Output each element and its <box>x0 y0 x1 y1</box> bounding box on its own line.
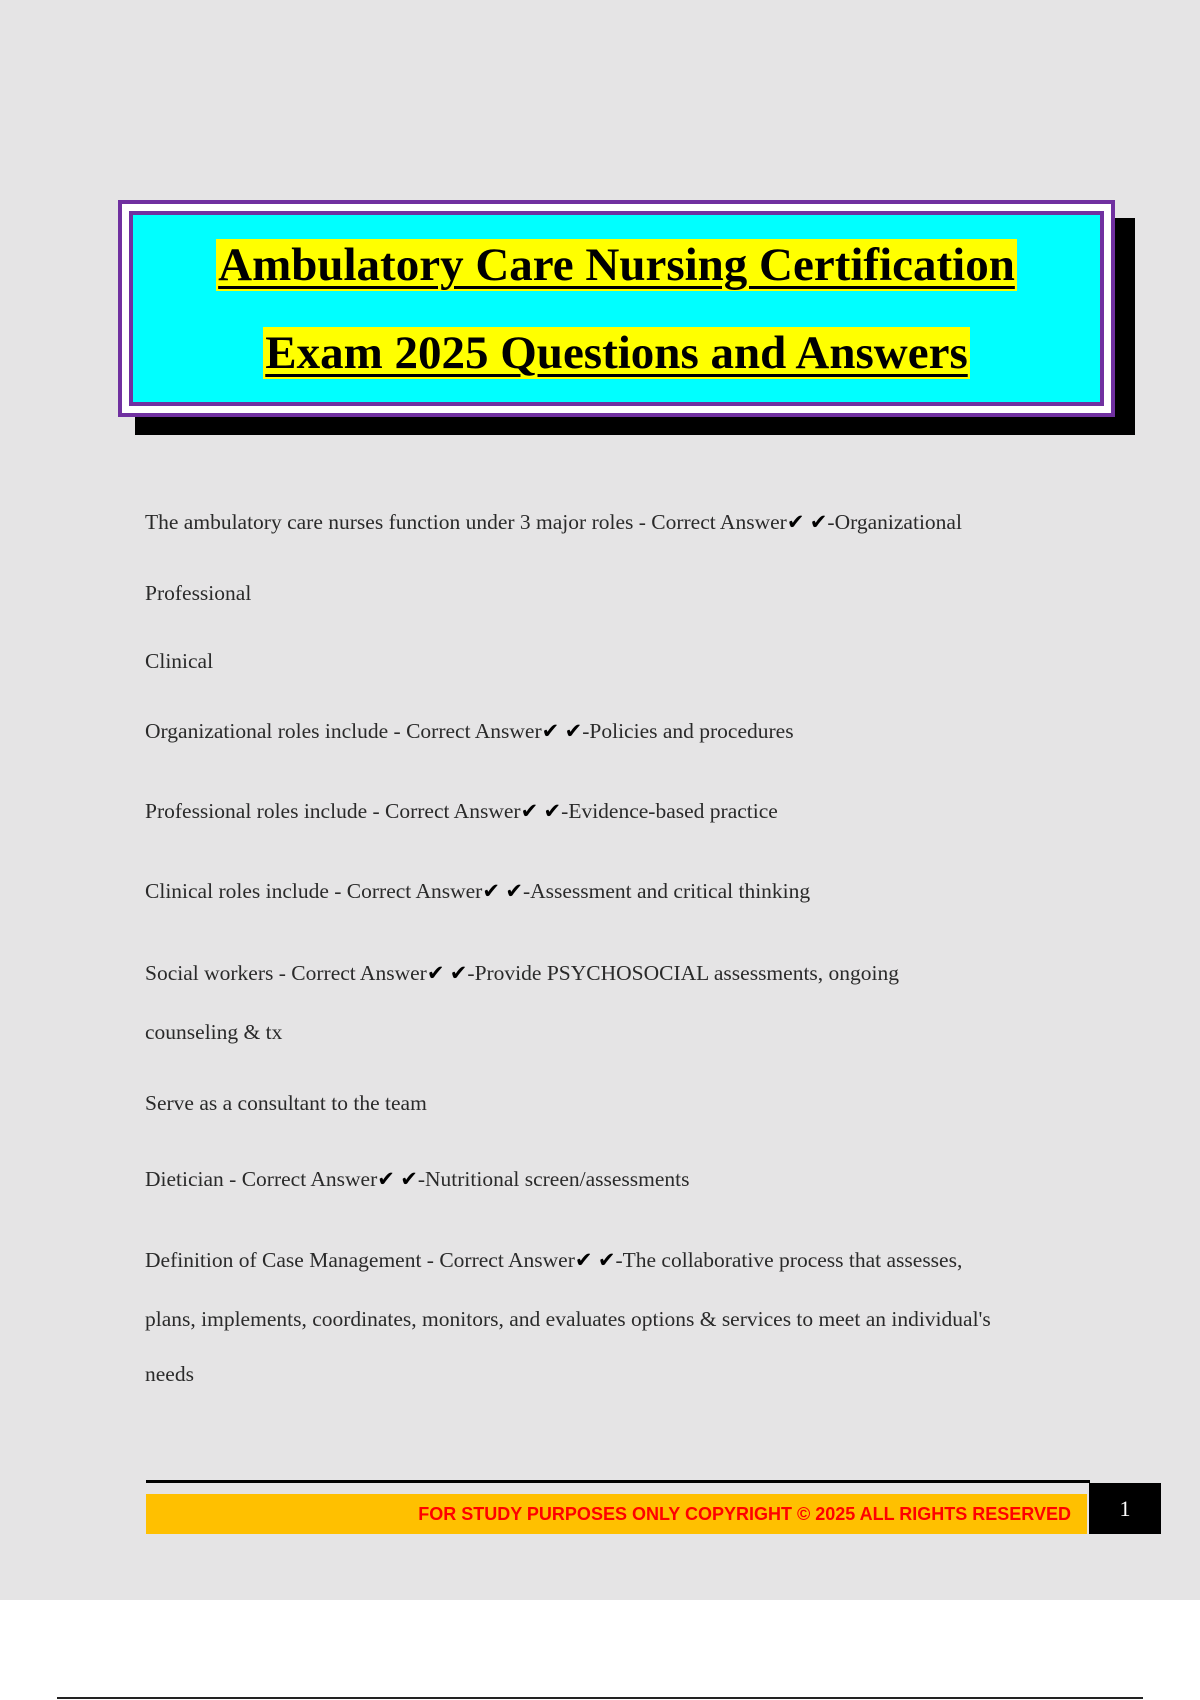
check-icon: ✔ <box>543 799 562 823</box>
check-icon: ✔ <box>541 719 560 743</box>
question-text: Social workers - Correct Answer <box>145 961 427 985</box>
next-page-rule <box>57 1697 1143 1699</box>
answer-line: plans, implements, coordinates, monitors, and evaluates options & services to meet an individual's <box>145 1307 991 1331</box>
answer-text: -Assessment and critical thinking <box>522 879 811 903</box>
qa-item <box>145 719 1075 744</box>
title-line-1 <box>216 221 1017 309</box>
title-inner <box>129 211 1104 406</box>
title-box <box>118 200 1115 417</box>
qa-item <box>145 799 1075 824</box>
check-icon: ✔ <box>377 1167 395 1191</box>
check-icon: ✔ <box>400 1167 418 1191</box>
question-text: Professional roles include - Correct Answer <box>145 799 521 823</box>
answer-text: -Nutritional screen/assessments <box>417 1167 690 1191</box>
check-icon: ✔ <box>574 1248 593 1272</box>
title-text-1: Ambulatory Care Nursing Certification <box>218 238 1015 291</box>
check-icon: ✔ <box>482 879 500 903</box>
qa-content <box>145 510 1075 1387</box>
check-icon: ✔ <box>505 879 523 903</box>
question-text: Clinical roles include - Correct Answer <box>145 879 483 903</box>
question-text: Organizational roles include - Correct Answer <box>145 719 542 743</box>
answer-line: counseling & tx <box>145 1020 283 1044</box>
footer-rule <box>146 1480 1090 1483</box>
check-icon: ✔ <box>564 719 583 743</box>
title-line-2 <box>263 309 970 397</box>
qa-item <box>145 961 1075 986</box>
check-icon: ✔ <box>426 961 445 985</box>
question-text: The ambulatory care nurses function under 3 major roles - Correct Answer <box>145 510 787 534</box>
qa-item <box>145 510 1075 535</box>
answer-text: -Organizational <box>827 510 962 534</box>
footer-copyright: FOR STUDY PURPOSES ONLY COPYRIGHT © 2025 ALL RIGHTS RESERVED <box>418 1503 1071 1524</box>
answer-text: -The collaborative process that assesses, <box>615 1248 963 1272</box>
check-icon: ✔ <box>786 510 805 534</box>
answer-text: -Evidence-based practice <box>561 799 778 823</box>
answer-text: -Provide PSYCHOSOCIAL assessments, ongoing <box>467 961 900 985</box>
footer-bar <box>146 1494 1087 1534</box>
check-icon: ✔ <box>809 510 828 534</box>
question-text: Dietician - Correct Answer <box>145 1167 378 1191</box>
check-icon: ✔ <box>520 799 539 823</box>
qa-item <box>145 1167 1075 1192</box>
answer-line: Serve as a consultant to the team <box>145 1091 427 1115</box>
title-text-2: Exam 2025 Questions and Answers <box>265 326 968 379</box>
question-text: Definition of Case Management - Correct Answer <box>145 1248 575 1272</box>
page-number: 1 <box>1089 1483 1161 1534</box>
qa-item <box>145 879 1075 904</box>
answer-line: Professional <box>145 581 252 605</box>
qa-item <box>145 1248 1075 1273</box>
check-icon: ✔ <box>597 1248 616 1272</box>
answer-text: -Policies and procedures <box>582 719 794 743</box>
check-icon: ✔ <box>449 961 468 985</box>
answer-line: Clinical <box>145 649 214 673</box>
answer-line: needs <box>145 1362 194 1386</box>
